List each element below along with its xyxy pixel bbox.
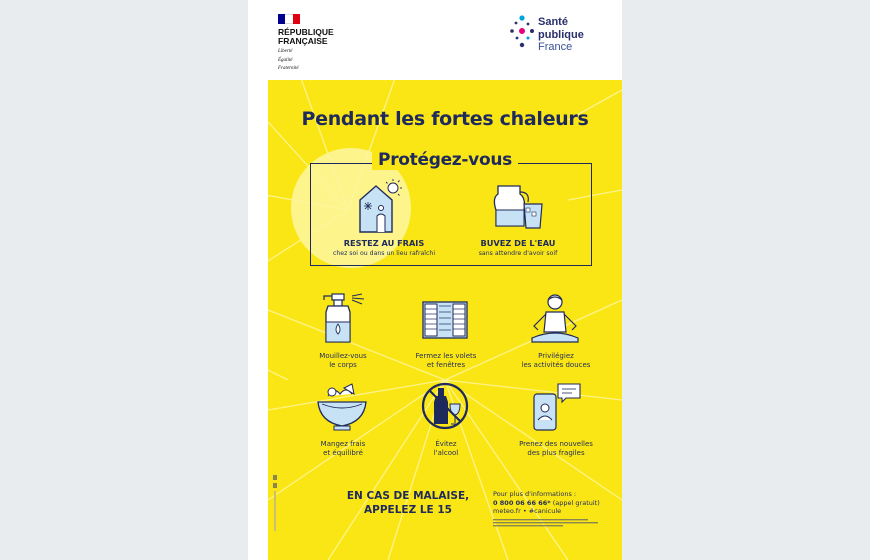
spf-line2: publique xyxy=(538,28,584,41)
tip-mouillez-line1: Mouillez-vous xyxy=(319,352,367,360)
rf-title-line2: FRANÇAISE xyxy=(278,36,328,46)
tip-buvez-title: BUVEZ DE L'EAU xyxy=(480,238,556,248)
fine-print-lines xyxy=(493,518,603,528)
tip-prenez-line1: Prenez des nouvelles xyxy=(519,440,593,448)
no-alcohol-icon xyxy=(420,380,470,430)
tip-fermez xyxy=(406,352,486,370)
french-flag-icon xyxy=(278,14,300,24)
tip-restez-au-frais xyxy=(324,238,444,257)
tip-fermez-line2: et fenêtres xyxy=(426,361,466,369)
tip-mouillez xyxy=(304,352,382,370)
rf-motto-liberte: Liberté xyxy=(278,49,293,54)
spf-dots-icon xyxy=(508,14,540,56)
poster-subtitle xyxy=(268,150,622,170)
rf-title-line1: RÉPUBLIQUE xyxy=(278,27,334,37)
tip-privilegiez-line2: les activités douces xyxy=(521,361,591,369)
tip-evitez-line2: l'alcool xyxy=(433,449,459,457)
info-phone-line xyxy=(493,499,613,508)
poster xyxy=(248,0,622,560)
tip-privilegiez-line1: Privilégiez xyxy=(538,352,574,360)
tip-prenez-line2: des plus fragiles xyxy=(527,449,585,457)
poster-body xyxy=(268,80,622,560)
republique-francaise-logo xyxy=(278,14,334,72)
water-jug-icon xyxy=(490,180,546,230)
emergency-line2: APPELEZ LE 15 xyxy=(364,504,452,516)
food-bowl-icon xyxy=(314,382,370,432)
info-block xyxy=(493,490,613,516)
tip-mangez xyxy=(304,440,382,458)
spf-line1: Santé xyxy=(538,16,568,28)
spf-wordmark xyxy=(538,16,584,54)
tip-prenez xyxy=(508,440,604,458)
poster-title: Pendant les fortes chaleurs xyxy=(301,108,589,130)
sante-publique-france-logo xyxy=(508,14,608,64)
tip-evitez xyxy=(406,440,486,458)
tip-buvez-de-leau xyxy=(458,238,578,257)
tip-restez-title: RESTEZ AU FRAIS xyxy=(343,238,425,248)
tip-mangez-line1: Mangez frais xyxy=(320,440,366,448)
spray-bottle-icon xyxy=(316,292,372,344)
phone-message-icon xyxy=(532,382,582,432)
tip-mouillez-line2: le corps xyxy=(329,361,357,369)
info-web: meteo.fr • #canicule xyxy=(493,507,562,515)
tip-buvez-subtitle: sans attendre d'avoir soif xyxy=(478,250,558,257)
emergency-message xyxy=(338,489,478,517)
emergency-line1: EN CAS DE MALAISE, xyxy=(346,490,470,502)
info-intro: Pour plus d'informations : xyxy=(493,490,577,498)
tip-fermez-line1: Fermez les volets xyxy=(415,352,477,360)
poster-header xyxy=(248,0,622,80)
rf-motto-fraternite: Fraternité xyxy=(278,66,299,72)
meditation-icon xyxy=(528,292,582,344)
tip-privilegiez xyxy=(508,352,604,370)
print-marks xyxy=(272,475,278,535)
info-phone: 0 800 06 66 66* xyxy=(493,498,551,507)
info-phone-note: (appel gratuit) xyxy=(552,498,600,507)
spf-line3: France xyxy=(538,41,573,53)
tip-restez-subtitle: chez soi ou dans un lieu rafraîchi xyxy=(332,250,436,257)
house-cool-icon xyxy=(356,178,402,236)
rf-motto-egalite: Égalité xyxy=(278,57,293,63)
tip-mangez-line2: et équilibré xyxy=(323,449,363,457)
tip-evitez-line1: Évitez xyxy=(435,440,457,448)
poster-subtitle-text: Protégez-vous xyxy=(372,150,518,170)
shutters-icon xyxy=(421,300,469,340)
